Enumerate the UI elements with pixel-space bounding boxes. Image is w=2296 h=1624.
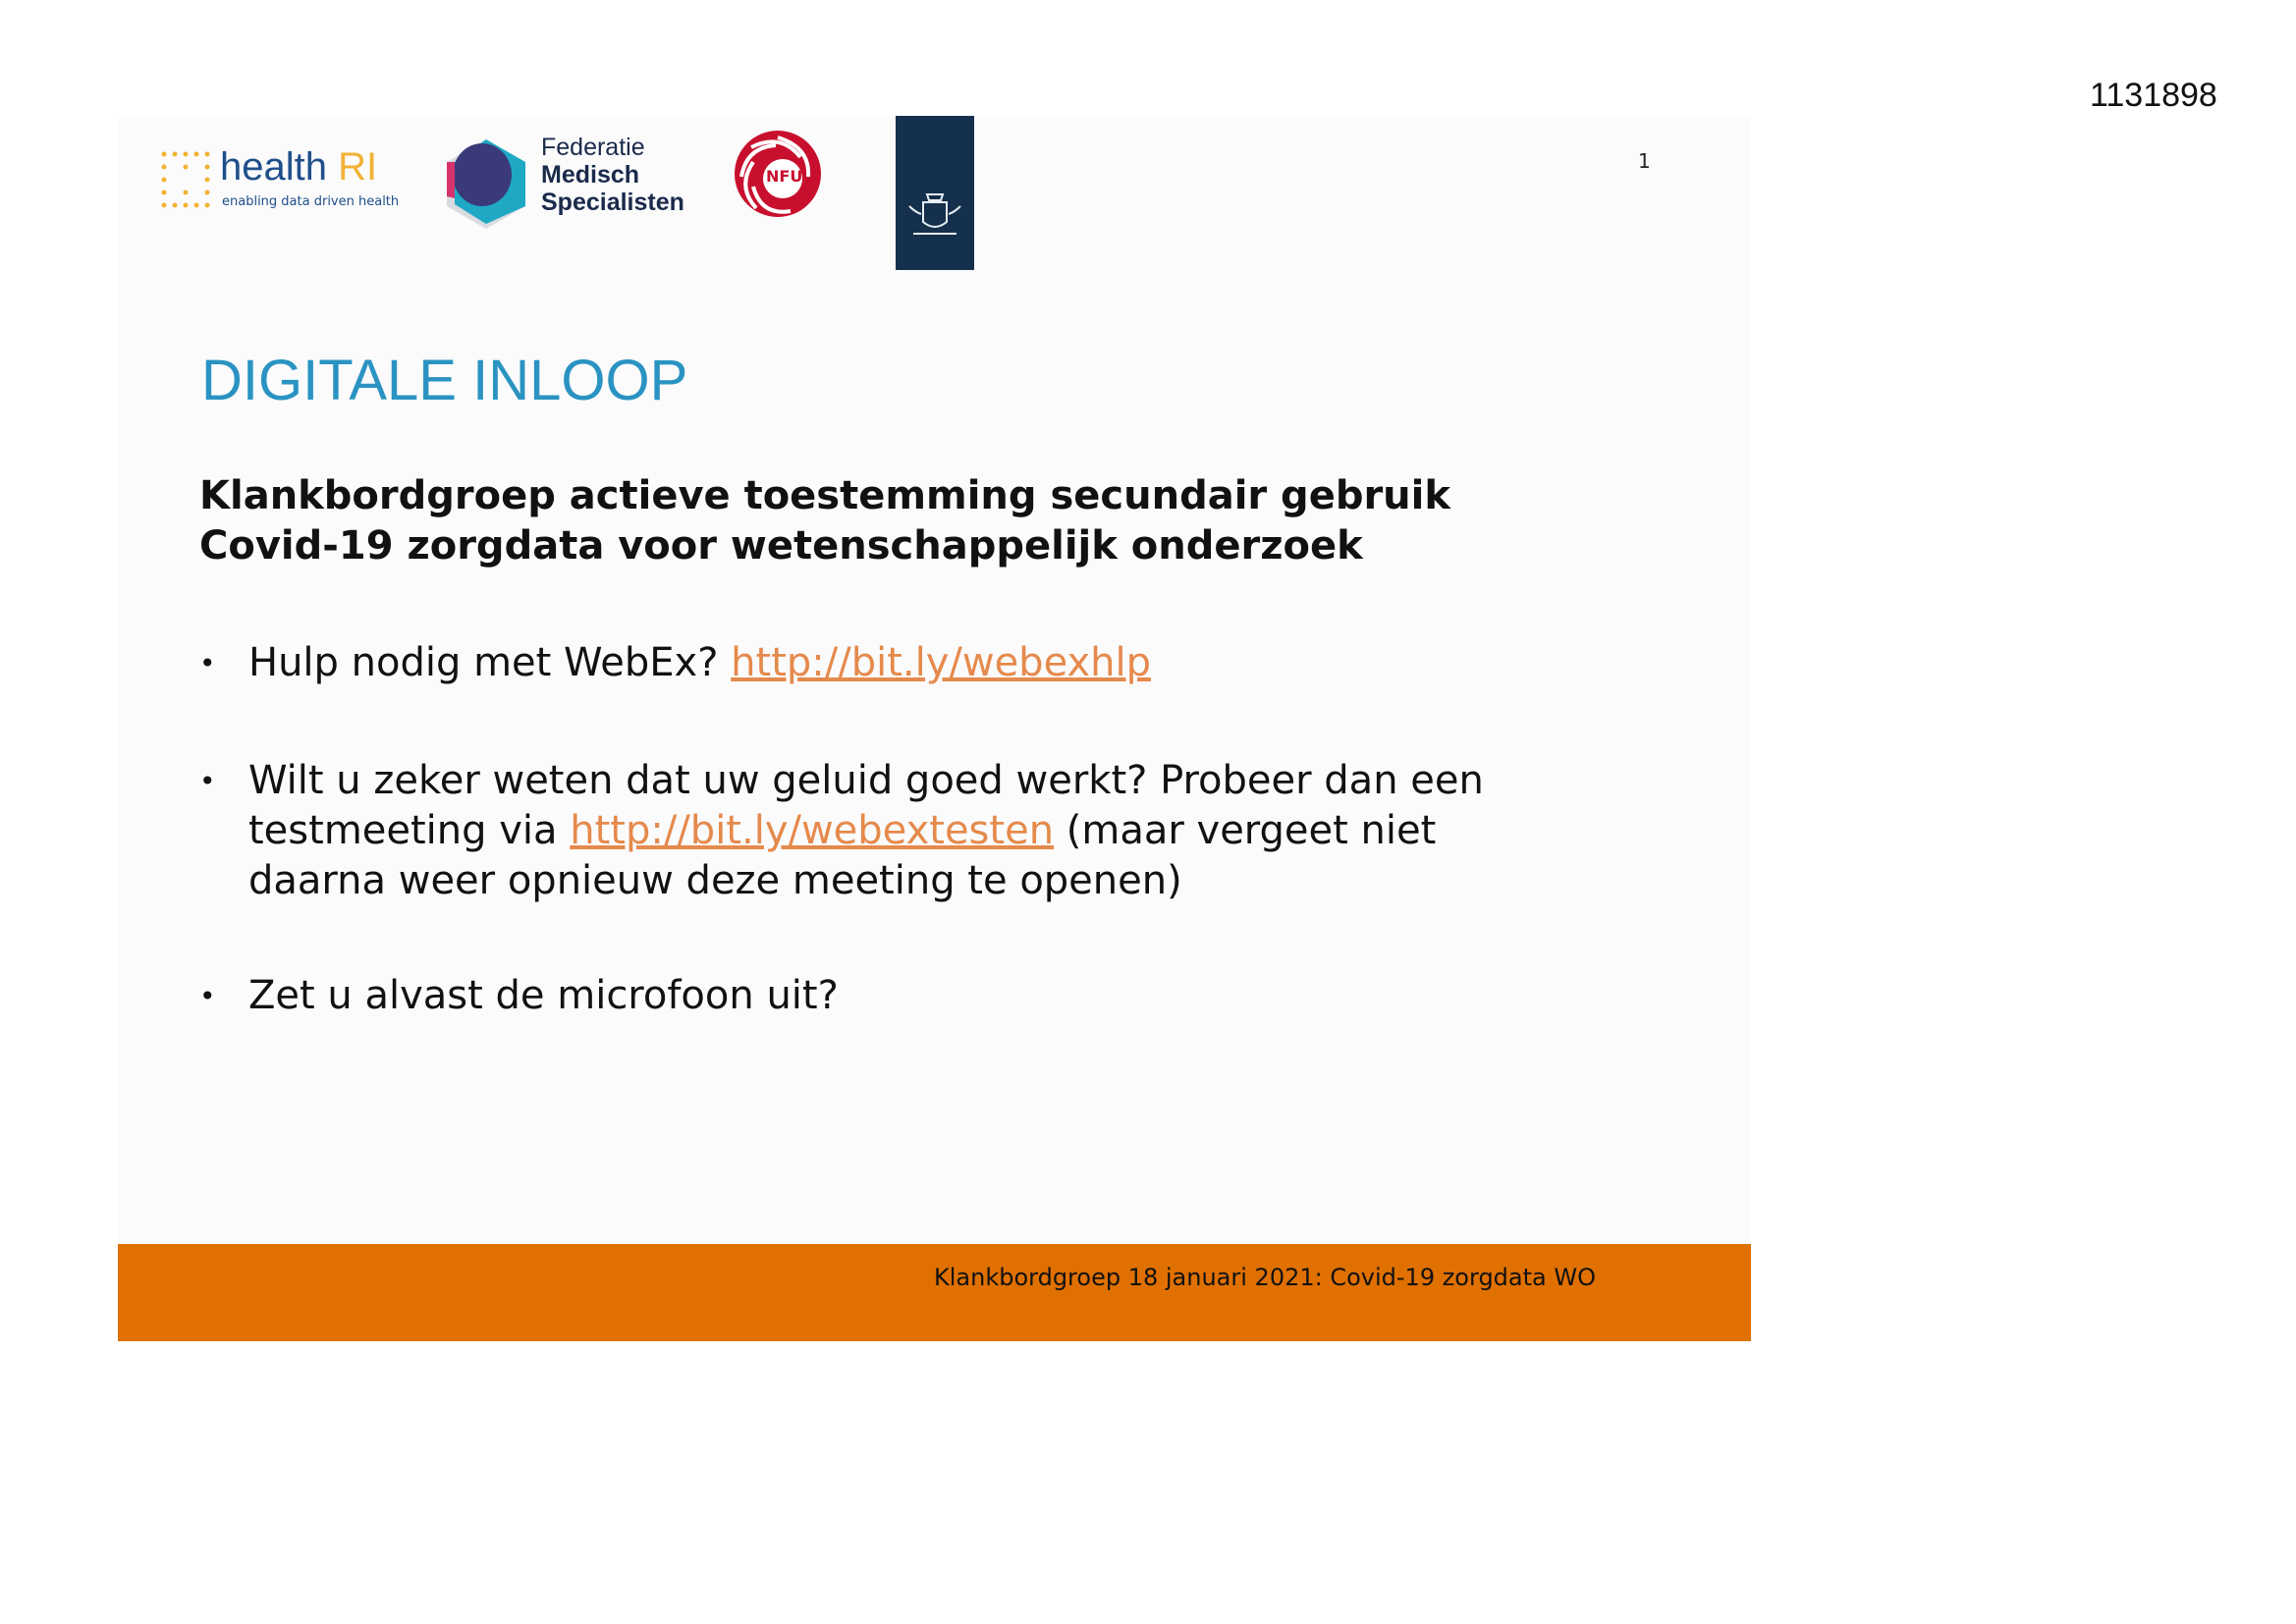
bullet-text-line-1: Wilt u zeker weten dat uw geluid goed werkt? Probeer dan een xyxy=(248,758,1484,803)
hexagon-icon xyxy=(445,137,528,231)
slide xyxy=(118,116,1751,1341)
footer-text: Klankbordgroep 18 januari 2021: Covid-19 zorgdata WO xyxy=(934,1264,1596,1291)
bullet-text: Hulp nodig met WebEx? xyxy=(248,640,732,685)
webex-help-link[interactable]: http://bit.ly/webexhlp xyxy=(731,640,1152,685)
health-text: health xyxy=(220,145,327,189)
bullet-icon: • xyxy=(199,980,216,1012)
slide-subtitle xyxy=(199,471,1450,571)
nfu-text: NFU xyxy=(766,167,803,186)
dot-grid-icon xyxy=(159,149,214,218)
bullet-icon: • xyxy=(199,647,216,679)
fms-line3: Specialisten xyxy=(541,189,684,216)
bullet-text: Zet u alvast de microfoon uit? xyxy=(248,973,839,1018)
health-ri-logo xyxy=(159,145,400,224)
ri-text: RI xyxy=(338,145,378,189)
fms-line1: Federatie xyxy=(541,134,645,161)
bullet-text-post: (maar vergeet niet xyxy=(1054,808,1437,853)
bullet-icon: • xyxy=(199,765,216,797)
coat-of-arms-icon xyxy=(896,116,974,270)
webex-test-link[interactable]: http://bit.ly/webextesten xyxy=(570,808,1055,853)
nfu-logo xyxy=(732,128,825,221)
slide-footer xyxy=(118,1244,1751,1341)
slide-title: DIGITALE INLOOP xyxy=(201,349,688,412)
health-ri-tagline: enabling data driven health xyxy=(222,194,400,209)
subtitle-line-2: Covid-19 zorgdata voor wetenschappelijk onderzoek xyxy=(199,523,1363,568)
bullet-text-pre: testmeeting via xyxy=(248,808,571,853)
rijksoverheid-logo xyxy=(896,116,974,270)
bullet-text-line-3: daarna weer opnieuw deze meeting te openen) xyxy=(248,858,1182,903)
page-number: 1 xyxy=(1638,149,1651,173)
fms-line2: Medisch xyxy=(541,161,640,189)
fms-logo xyxy=(445,130,700,238)
subtitle-line-1: Klankbordgroep actieve toestemming secundair gebruik xyxy=(199,473,1450,518)
document-number: 1131898 xyxy=(2090,77,2217,114)
